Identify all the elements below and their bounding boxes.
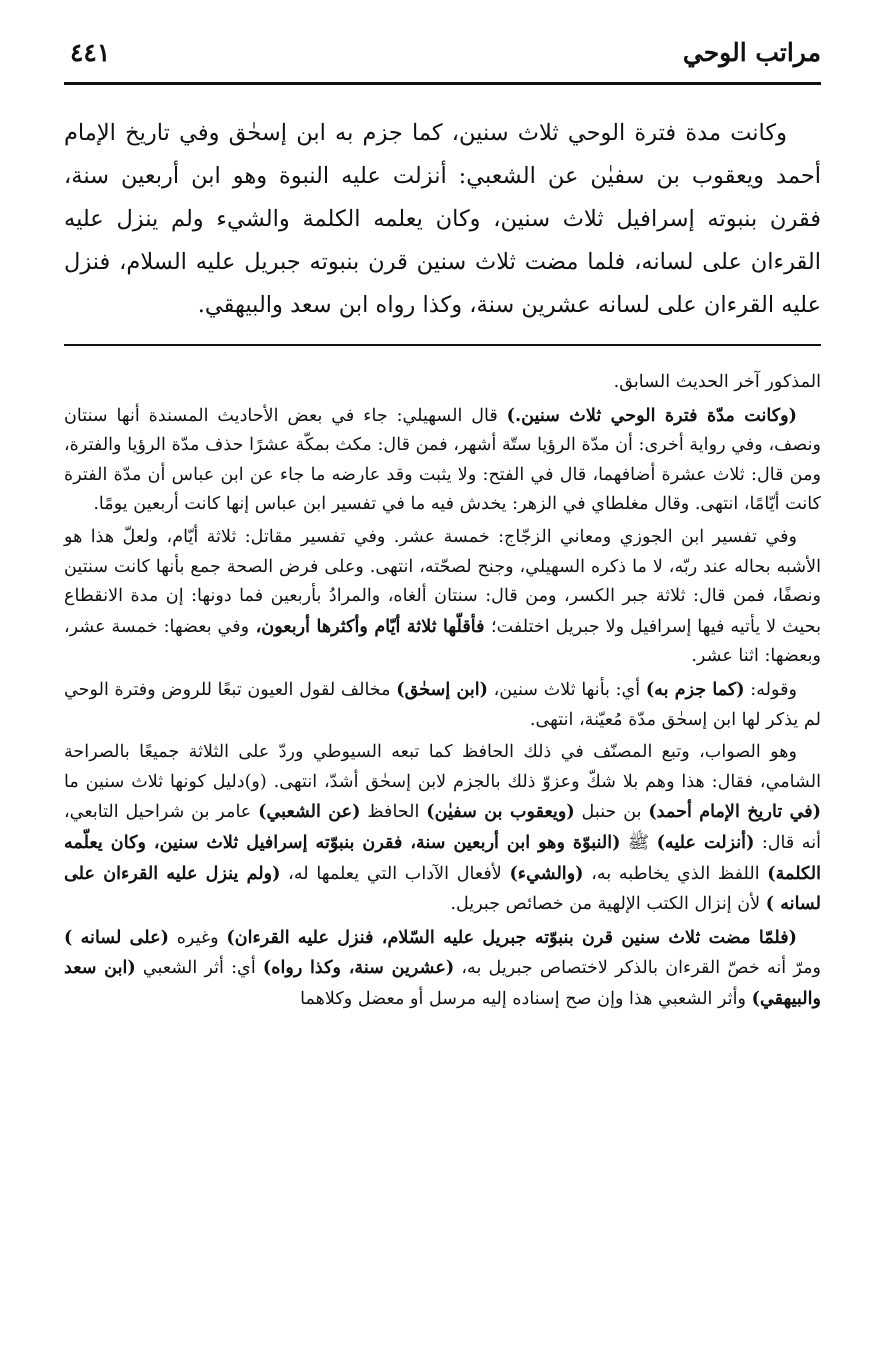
page-number: ٤٤١	[70, 38, 111, 67]
quoted-phrase: (عشرين سنة، وكذا رواه)	[262, 957, 455, 979]
commentary-text: وهو الصواب، وتبع المصنّف في ذلك الحافظ كما تبعه السيوطي وردّ على الثلاثة جميعًا بالصراحة الشامي، فقال: هذا وهم بلا شكّ وعزوّ ذلك بالجزم لابن إسحٰق أشدّ، انتهى. (و)دليل كونها ثلاث سنين ما	[64, 742, 821, 792]
commentary-text: وفي تفسير ابن الجوزي ومعاني الزجّاج: خمسة عشر. وفي تفسير مقاتل: ثلاثة أيّام، ولعلّ هذا هو الأشبه بحاله عند ربّه، لا ما ذكره السهيلي، وجنح لصحّته، انتهى. وعلى فرض الصحة جمع بأنها كانت سنتين ونصفًا، فمن قال: ثلاثة جبر الكسر، ومن قال: سنتان ألغاه، والمرادُ بأربعين فما دونها: إن مدة الانقطاع بحيث لا يأتيه فيها إسرافيل ولا جبريل اختلفت؛	[64, 526, 821, 637]
separator-line	[64, 344, 821, 346]
commentary-text: لأن إنزال الكتب الإلهية من خصائص جبريل.	[450, 894, 766, 915]
commentary-text: وفي بعضها: خمسة عشر، وبعضها: اثنا عشر.	[64, 616, 821, 667]
bold-phrase: فأقلّها ثلاثة أيّام وأكثرها أربعون،	[249, 615, 491, 637]
main-text-paragraph: وكانت مدة فترة الوحي ثلاث سنين، كما جزم به ابن إسحٰق وفي تاريخ الإمام أحمد ويعقوب بن سفيٰن عن الشعبي: أنزلت عليه النبوة وهو ابن أربعين سنة، فقرن بنبوته إسرافيل ثلاث سنين، وكان يعلمه الكلمة والشيء ولم ينزل عليه القرءان على لسانه، فلما مضت ثلاث سنين قرن بنبوته جبريل عليه السلام، فنزل عليه القرءان على لسانه عشرين سنة، وكذا رواه ابن سعد والبيهقي.	[64, 120, 821, 318]
quoted-phrase: (على لسانه )	[64, 926, 169, 948]
commentary-paragraph-3	[64, 523, 821, 672]
commentary-text: وغيره	[168, 927, 227, 948]
commentary-text: مخالف لقول العيون تبعًا للروض وفترة الوحي لم يذكر لها ابن إسحٰق مدّة مُعيّنة، انتهى.	[64, 679, 821, 730]
commentary-text: وأثر الشعبي هذا وإن صح إسناده إليه مرسل أو معضل وكلاهما	[300, 988, 752, 1009]
commentary-paragraph-4	[64, 675, 821, 735]
commentary-text: الحافظ	[360, 802, 427, 823]
honorific-glyph: ﷺ	[620, 832, 657, 853]
commentary-text: أي: أثر الشعبي	[135, 958, 263, 979]
commentary-text: وقوله:	[744, 679, 797, 700]
quoted-phrase: (النبوّة وهو ابن أربعين سنة، فقرن بنبوّته إسرافيل ثلاث سنين، وكان يعلّمه الكلمة)	[64, 831, 821, 884]
quoted-phrase: (والشيء)	[509, 862, 584, 884]
commentary-text: أي: بأنها ثلاث سنين،	[487, 679, 646, 700]
quoted-phrase: (كما جزم به)	[645, 678, 745, 700]
quoted-phrase: (ابن إسحٰق)	[396, 678, 488, 700]
commentary-paragraph-5	[64, 738, 821, 920]
quoted-phrase: (وكانت مدّة فترة الوحي ثلاث سنين.)	[506, 404, 797, 426]
commentary-paragraph-6	[64, 923, 821, 1015]
quoted-phrase: (في تاريخ الإمام أحمد)	[648, 801, 821, 823]
commentary-paragraph-1	[64, 368, 821, 398]
commentary-paragraph-2	[64, 401, 821, 520]
commentary	[64, 368, 821, 1017]
commentary-text: اللفظ الذي يخاطبه به،	[583, 863, 768, 884]
chapter-title: مراتب الوحي	[682, 38, 821, 67]
commentary-text: بن حنبل	[574, 802, 649, 823]
main-text	[64, 112, 821, 327]
quoted-phrase: (ابن سعد والبيهقي)	[64, 957, 821, 1009]
commentary-text: ومرّ أنه خصّ القرءان بالذكر لاختصاص جبريل به،	[454, 958, 821, 979]
quoted-phrase: (ولم ينزل عليه القرءان على لسانه )	[64, 862, 821, 915]
running-header	[64, 30, 821, 85]
commentary-text: قال السهيلي: جاء في بعض الأحاديث المسندة أنها سنتان ونصف، وفي رواية أخرى: أن مدّة الرؤيا ستّة أشهر، فمن قال: مكث بمكّة عشرًا حذف مدّة الرؤيا والفترة، ومن قال: ثلاث عشرة أضافهما، قال في الفتح: ولا يثبت وقد عارضه ما جاء عن ابن عباس أن مدّة الفترة كانت أيّامًا، انتهى. وقال مغلطاي في الزهر: يخدش فيه ما في تفسير ابن عباس إنها كانت أربعين يومًا.	[64, 405, 821, 515]
book-page	[64, 0, 821, 1359]
commentary-text: المذكور آخر الحديث السابق.	[613, 372, 821, 392]
commentary-text: لأفعال الآداب التي يعلمها له،	[280, 863, 510, 884]
quoted-phrase: (فلمّا مضت ثلاث سنين قرن بنبوّته جبريل عليه السّلام، فنزل عليه القرءان)	[226, 926, 797, 948]
commentary-text: عامر بن شراحيل التابعي، أنه قال:	[64, 802, 821, 853]
quoted-phrase: (عن الشعبي)	[258, 801, 361, 823]
quoted-phrase: (ويعقوب بن سفيٰن)	[426, 801, 575, 823]
quoted-phrase: (أنزلت عليه)	[656, 831, 755, 853]
